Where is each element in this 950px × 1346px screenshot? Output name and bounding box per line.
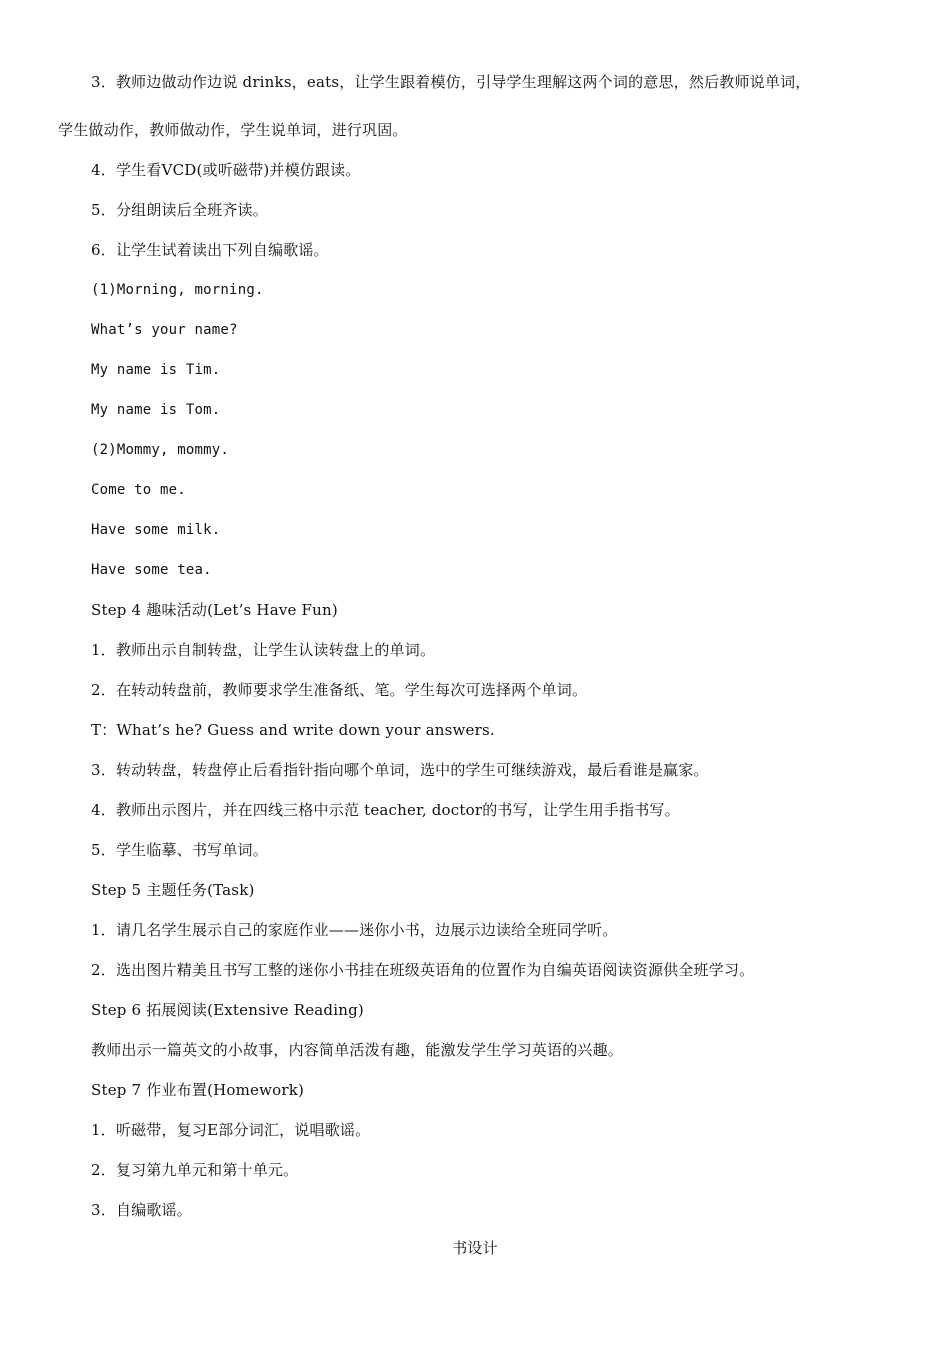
rhyme-line-6: Come to me. <box>91 482 186 498</box>
step-6-heading: Step 6 拓展阅读(Extensive Reading) <box>91 1001 364 1019</box>
step-6-item-1: 教师出示一篇英文的小故事，内容简单活泼有趣，能激发学生学习英语的兴趣。 <box>91 1041 624 1059</box>
paragraph-6: 6．让学生试着读出下列自编歌谣。 <box>91 241 329 259</box>
paragraph-3-line-1: 3．教师边做动作边说 drinks，eats，让学生跟着模仿，引导学生理解这两个词的意思，然后教师说单词， <box>91 73 811 91</box>
paragraph-3-line-2: 学生做动作，教师做动作，学生说单词，进行巩固。 <box>58 121 408 139</box>
step-7-item-3: 3．自编歌谣。 <box>91 1201 192 1219</box>
step-7-item-2: 2．复习第九单元和第十单元。 <box>91 1161 299 1179</box>
paragraph-4: 4．学生看VCD(或听磁带)并模仿跟读。 <box>91 161 361 179</box>
step-5-item-2: 2．选出图片精美且书写工整的迷你小书挂在班级英语角的位置作为自编英语阅读资源供全班学习。 <box>91 961 755 979</box>
step-4-item-1: 1．教师出示自制转盘，让学生认读转盘上的单词。 <box>91 641 436 659</box>
rhyme-line-2: What’s your name? <box>91 322 238 338</box>
step-5-heading: Step 5 主题任务(Task) <box>91 881 255 899</box>
rhyme-line-3: My name is Tim. <box>91 362 221 378</box>
step-4-item-2: 2．在转动转盘前，教师要求学生准备纸、笔。学生每次可选择两个单词。 <box>91 681 588 699</box>
rhyme-line-7: Have some milk. <box>91 522 221 538</box>
step-5-item-1: 1．请几名学生展示自己的家庭作业——迷你小书，边展示边读给全班同学听。 <box>91 921 618 939</box>
rhyme-line-4: My name is Tom. <box>91 402 221 418</box>
step-7-item-1: 1．听磁带，复习E部分词汇，说唱歌谣。 <box>91 1121 371 1139</box>
rhyme-line-1: (1)Morning, morning. <box>91 282 264 298</box>
rhyme-line-5: (2)Mommy, mommy. <box>91 442 230 458</box>
step-4-item-5: 5．学生临摹、书写单词。 <box>91 841 268 859</box>
step-4-item-3: 3．转动转盘，转盘停止后看指针指向哪个单词，选中的学生可继续游戏，最后看谁是赢家。 <box>91 761 709 779</box>
board-design-heading: 书设计 <box>452 1239 498 1257</box>
step-7-heading: Step 7 作业布置(Homework) <box>91 1081 305 1099</box>
paragraph-5: 5．分组朗读后全班齐读。 <box>91 201 268 219</box>
step-4-teacher-line: T：What’s he? Guess and write down your answers. <box>91 721 495 739</box>
step-4-heading: Step 4 趣味活动(Let’s Have Fun) <box>91 601 338 619</box>
step-4-item-4: 4．教师出示图片，并在四线三格中示范 teacher, doctor的书写，让学生用手指书写。 <box>91 801 680 819</box>
rhyme-line-8: Have some tea. <box>91 562 212 578</box>
